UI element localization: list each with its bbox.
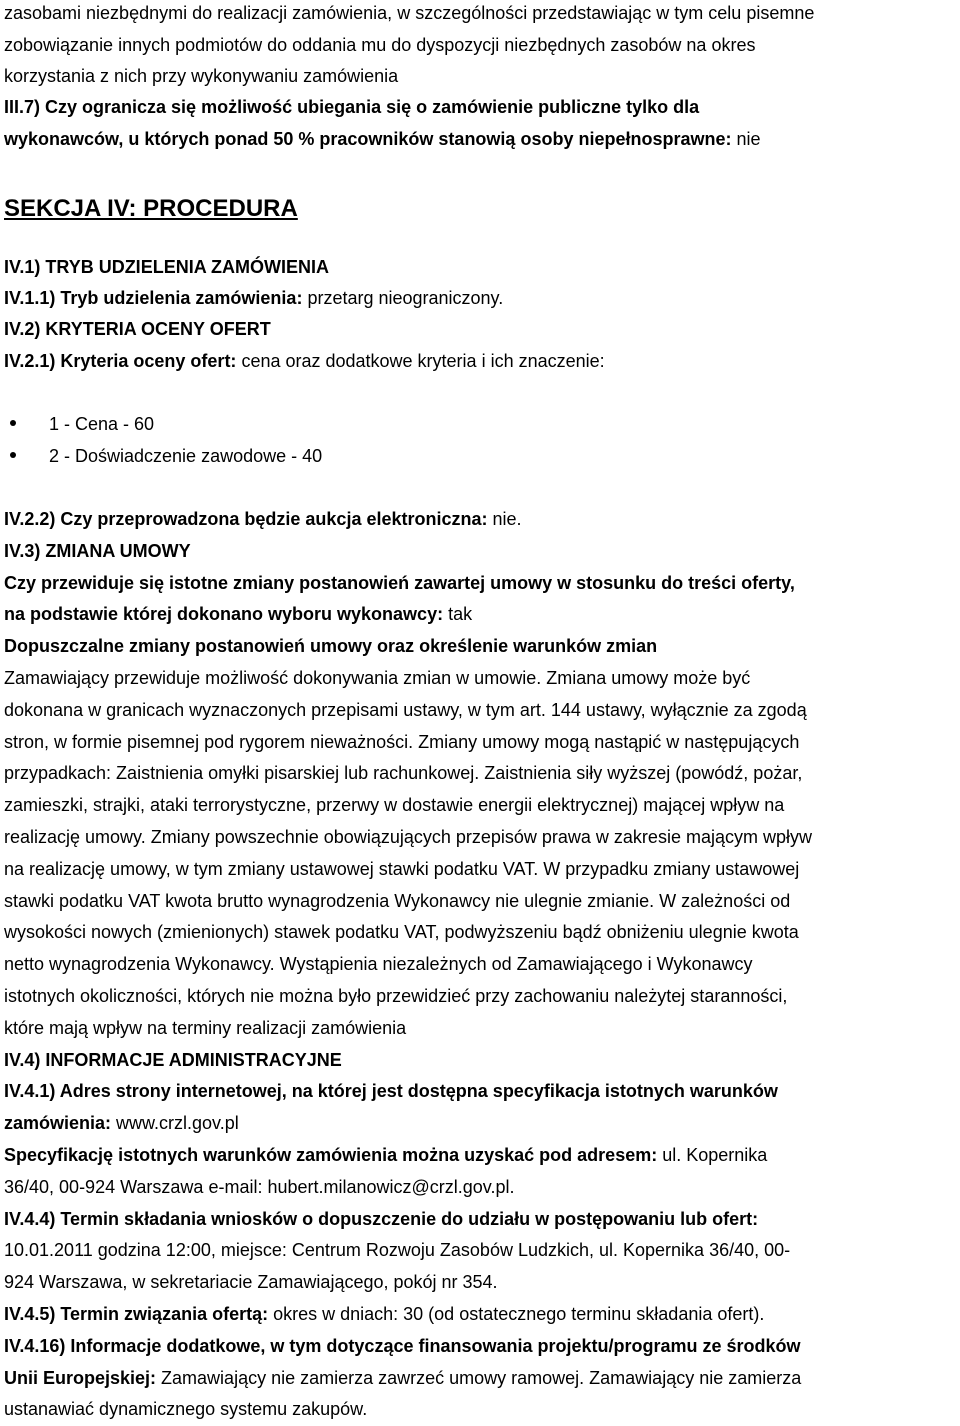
section-title: SEKCJA IV: PROCEDURA — [4, 195, 298, 222]
bold-text: Unii Europejskiej: — [4, 1367, 157, 1388]
text-line — [4, 955, 753, 973]
text-line — [4, 1273, 498, 1291]
regular-text: zobowiązanie innych podmiotów do oddania mu do dyspozycji niezbędnych zasobów na okres — [4, 35, 756, 55]
bold-text: III.7) Czy ogranicza się możliwość ubiegania się o zamówienie publiczne tylko dla — [4, 97, 700, 117]
regular-text: przetarg nieograniczony. — [302, 288, 504, 308]
text-line — [4, 36, 755, 54]
text-line — [4, 67, 398, 85]
regular-text: 924 Warszawa, w sekretariacie Zamawiającego, pokój nr 354. — [4, 1272, 498, 1293]
bullet-icon — [10, 452, 16, 458]
bold-text: IV.3) ZMIANA UMOWY — [4, 540, 191, 561]
regular-text: które mają wpływ na terminy realizacji zamówienia — [4, 1017, 407, 1038]
text-line — [4, 510, 522, 528]
text-line — [4, 892, 790, 910]
regular-text: 36/40, 00-924 Warszawa e-mail: hubert.milanowicz@crzl.gov.pl. — [4, 1176, 515, 1197]
regular-text: netto wynagrodzenia Wykonawcy. Wystąpienia niezależnych od Zamawiającego i Wykonawcy — [4, 954, 753, 975]
text-line — [4, 574, 795, 592]
regular-text: wysokości nowych (zmienionych) stawek podatku VAT, podwyższeniu bądź obniżeniu ulegnie kwota — [4, 922, 799, 943]
text-line — [4, 98, 699, 116]
text-line — [4, 1241, 790, 1259]
text-line — [4, 1082, 778, 1100]
bold-text: IV.4.16) Informacje dodatkowe, w tym dotyczące finansowania projektu/programu ze środków — [4, 1335, 801, 1356]
bold-text: IV.4.1) Adres strony internetowej, na której jest dostępna specyfikacja istotnych warunków — [4, 1081, 778, 1102]
text-line — [4, 1210, 758, 1228]
bold-text: zamówienia: — [4, 1113, 112, 1134]
regular-text: stron, w formie pisemnej pod rygorem nieważności. Zmiany umowy mogą nastąpić w następujących — [4, 731, 800, 752]
text-line — [4, 1114, 239, 1132]
bold-text: IV.4.4) Termin składania wniosków o dopuszczenie do udziału w postępowaniu lub ofert: — [4, 1208, 759, 1229]
text-line — [4, 669, 750, 687]
regular-text: dokonana w granicach wyznaczonych przepisami ustawy, w tym art. 144 ustawy, wyłącznie za zgodą — [4, 699, 807, 720]
bold-text: Czy przewiduje się istotne zmiany postanowień zawartej umowy w stosunku do treści oferty, — [4, 572, 795, 593]
regular-text: na realizację umowy, w tym zmiany ustawowej stawki podatku VAT. W przypadku zmiany ustawowej — [4, 858, 800, 879]
regular-text: Zamawiający przewiduje możliwość dokonywania zmian w umowie. Zmiana umowy może być — [4, 668, 751, 688]
bold-text: IV.2.2) Czy przeprowadzona będzie aukcja elektroniczna: — [4, 509, 488, 529]
text-line — [4, 1178, 514, 1196]
regular-text: okres w dniach: 30 (od ostatecznego terminu składania ofert). — [268, 1304, 765, 1324]
text-line — [4, 1337, 801, 1355]
regular-text: stawki podatku VAT kwota brutto wynagrodzenia Wykonawcy nie ulegnie zmianie. W zależności od — [4, 890, 791, 911]
text-line — [4, 320, 271, 338]
text-line — [4, 542, 191, 560]
bold-text: IV.4.5) Termin związania ofertą: — [4, 1304, 269, 1324]
bold-text: IV.2) KRYTERIA OCENY OFERT — [4, 319, 271, 339]
text-line — [4, 1400, 367, 1418]
text-line — [4, 923, 799, 941]
regular-text: nie — [731, 129, 761, 149]
regular-text: nie. — [487, 509, 522, 529]
text-line — [4, 701, 807, 719]
text-line — [4, 4, 814, 22]
regular-text: tak — [443, 604, 473, 625]
regular-text: www.crzl.gov.pl — [111, 1113, 239, 1134]
text-line — [4, 130, 761, 148]
bold-text: IV.2.1) Kryteria oceny ofert: — [4, 351, 237, 371]
text-line — [4, 352, 605, 370]
text-line — [4, 796, 784, 814]
text-line — [4, 605, 472, 623]
text-line — [4, 733, 799, 751]
text-line — [4, 987, 787, 1005]
bold-text: IV.1.1) Tryb udzielenia zamówienia: — [4, 288, 303, 308]
bold-text: IV.4) INFORMACJE ADMINISTRACYJNE — [4, 1049, 342, 1070]
text-line — [4, 1051, 342, 1069]
text-line — [4, 860, 799, 878]
text-line — [4, 1305, 764, 1323]
regular-text: ustanawiać dynamicznego systemu zakupów. — [4, 1399, 368, 1420]
criteria-text: 2 - Doświadczenie zawodowe - 40 — [49, 446, 323, 466]
criteria-text: 1 - Cena - 60 — [49, 414, 155, 434]
regular-text: realizację umowy. Zmiany powszechnie obowiązujących przepisów prawa w zakresie mającym wpływ — [4, 827, 812, 847]
regular-text: przypadkach: Zaistnienia omyłki pisarskiej lub rachunkowej. Zaistnienia siły wyższej (powódź, pożar, — [4, 763, 803, 784]
regular-text: ul. Kopernika — [657, 1145, 768, 1165]
regular-text: istotnych okoliczności, których nie można było przewidzieć przy zachowaniu należytej staranności, — [4, 986, 788, 1006]
text-line — [4, 1146, 767, 1164]
text-line — [4, 764, 802, 782]
bullet-icon — [10, 420, 16, 426]
regular-text: zasobami niezbędnymi do realizacji zamówienia, w szczególności przedstawiając w tym celu pisemne — [4, 3, 815, 23]
bold-text: Specyfikację istotnych warunków zamówienia można uzyskać pod adresem: — [4, 1145, 658, 1165]
regular-text: cena oraz dodatkowe kryteria i ich znaczenie: — [236, 351, 605, 371]
regular-text: 10.01.2011 godzina 12:00, miejsce: Centrum Rozwoju Zasobów Ludzkich, ul. Kopernika 36/40, 00- — [4, 1240, 791, 1261]
bold-text: na podstawie której dokonano wyboru wykonawcy: — [4, 604, 444, 625]
text-line — [4, 1019, 406, 1037]
text-line — [4, 1369, 801, 1387]
bold-text: IV.1) TRYB UDZIELENIA ZAMÓWIENIA — [4, 257, 330, 277]
regular-text: Zamawiający nie zamierza zawrzeć umowy ramowej. Zamawiający nie zamierza — [156, 1367, 802, 1388]
bold-text: wykonawców, u których ponad 50 % pracowników stanowią osoby niepełnosprawne: — [4, 129, 732, 149]
text-line — [4, 828, 812, 846]
regular-text: zamieszki, strajki, ataki terrorystyczne, przerwy w dostawie energii elektrycznej) mającej wpływ na — [4, 795, 785, 816]
bold-text: Dopuszczalne zmiany postanowień umowy oraz określenie warunków zmian — [4, 636, 658, 657]
regular-text: korzystania z nich przy wykonywaniu zamówienia — [4, 66, 399, 86]
text-line — [4, 258, 329, 276]
text-line — [4, 289, 503, 307]
text-line — [4, 637, 657, 655]
